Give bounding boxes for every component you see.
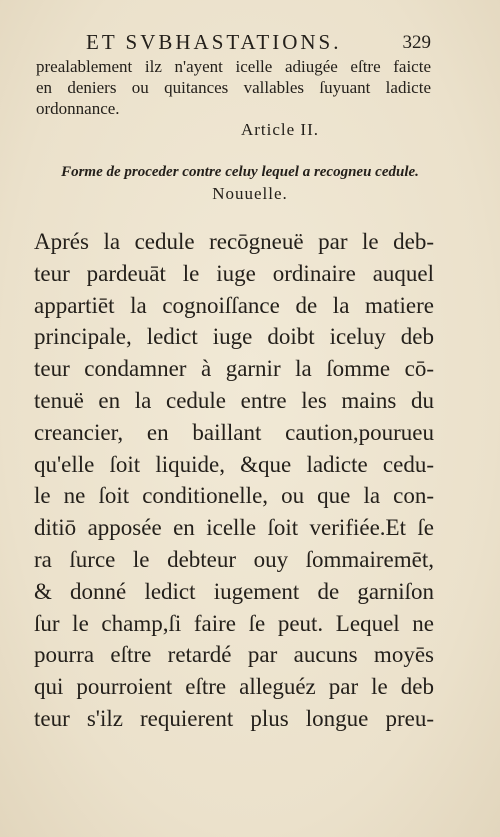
text-line: teur pardeuāt le iuge ordinaire auquel: [34, 260, 434, 286]
article-heading: [0, 120, 500, 140]
section-subtitle: Forme de proceder contre celuy lequel a recogneu cedule.: [61, 164, 419, 180]
text-line: en deniers ou quitances vallables ſuyuant ladicte: [36, 78, 431, 97]
carryover-paragraph: [36, 56, 431, 119]
text-line: creancier, en baillant caution,pourueu: [34, 419, 434, 445]
running-head: [86, 30, 431, 56]
text-line: pourra eſtre retardé par aucuns moyēs: [34, 642, 434, 668]
text-line: tenuë en la cedule entre les mains du: [34, 387, 434, 413]
body-paragraph: [34, 226, 434, 735]
text-line: teur s'ilz requierent plus longue preu-: [34, 705, 434, 731]
article-heading-text: Article II.: [240, 120, 320, 139]
text-line: Aprés la cedule recōgneuë par le deb-: [34, 229, 434, 254]
text-line: ſur le champ,ſi faire ſe peut. Lequel ne: [34, 610, 434, 636]
text-line: ordonnance.: [36, 99, 120, 118]
text-line: ra ſurce le debteur ouy ſommairemēt,: [34, 546, 434, 572]
subtitle-note: Nouuelle.: [212, 184, 288, 203]
text-line: qui pourroient eſtre alleguéz par le deb: [34, 674, 434, 700]
text-line: prealablement ilz n'ayent icelle adiugée eſtre faicte: [36, 57, 431, 76]
text-line: appartiēt la cognoiſſance de la matiere: [34, 292, 434, 318]
page-number: 329: [402, 32, 431, 53]
text-line: le ne ſoit conditionelle, ou que la con-: [34, 483, 434, 509]
text-line: teur condamner à garnir la ſomme cō-: [34, 356, 434, 382]
running-title: ET SVBHASTATIONS.: [86, 30, 342, 54]
text-line: & donné ledict iugement de garniſon: [34, 578, 434, 604]
text-line: qu'elle ſoit liquide, &que ladicte cedu-: [34, 451, 434, 477]
text-line: ditiō apposée en icelle ſoit verifiée.Et ſe: [34, 515, 434, 541]
text-line: principale, ledict iuge doibt iceluy deb: [34, 324, 434, 350]
